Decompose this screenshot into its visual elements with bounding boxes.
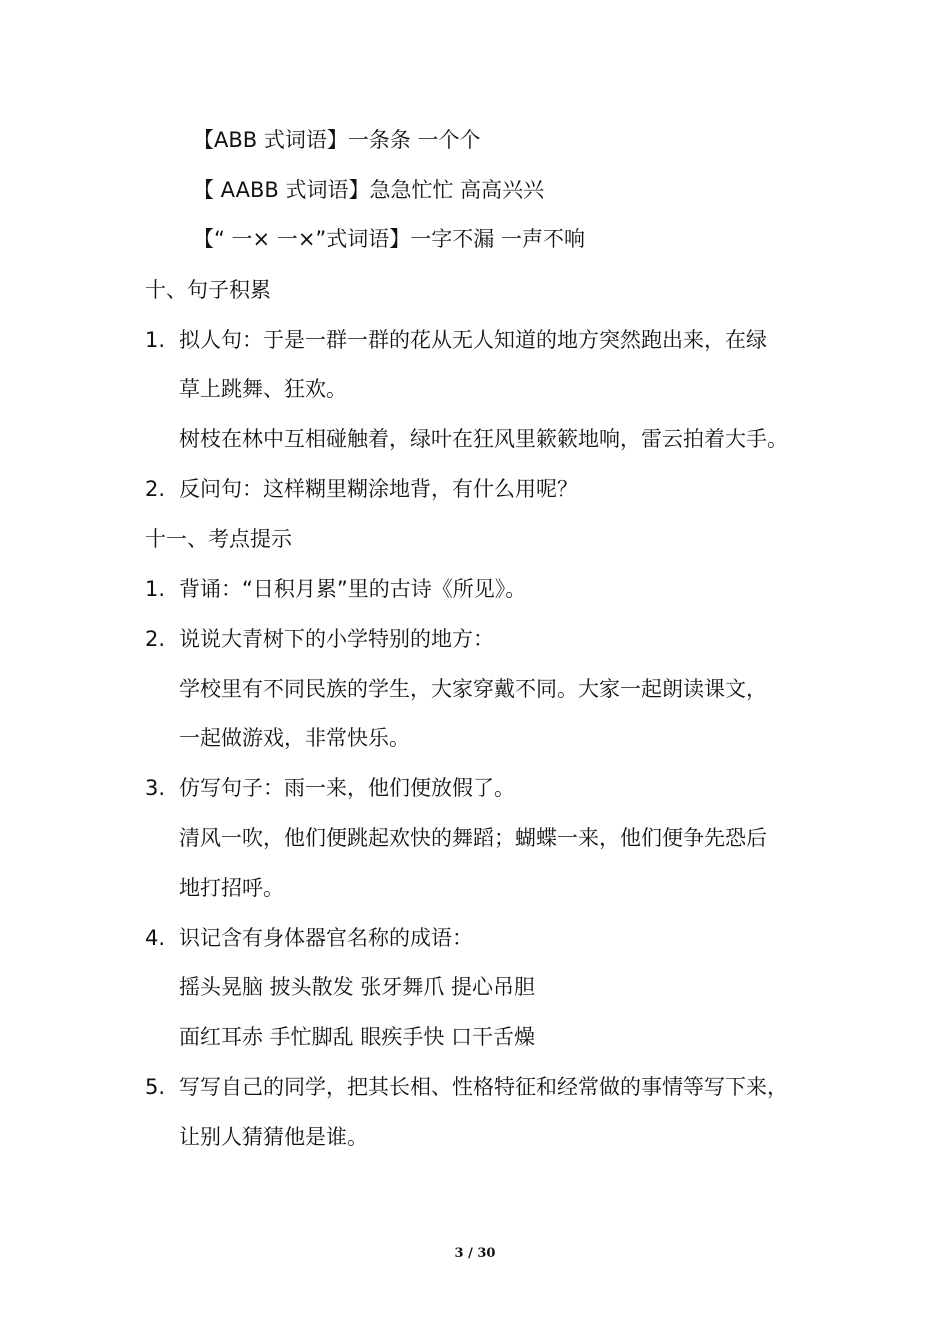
item-text: 仿写句子：雨一来，他们便放假了。 bbox=[179, 776, 515, 800]
item-answer: 清风一吹，他们便跳起欢快的舞蹈；蝴蝶一来，他们便争先恐后 bbox=[179, 826, 767, 850]
word-type-abb: 【ABB 式词语】一条条 一个个 bbox=[193, 128, 481, 152]
word-type-yi-x: 【“ 一× 一×”式词语】一字不漏 一声不响 bbox=[193, 227, 585, 251]
item-text: 拟人句：于是一群一群的花从无人知道的地方突然跑出来，在绿 bbox=[179, 328, 767, 352]
item-text: 写写自己的同学，把其长相、性格特征和经常做的事情等写下来， bbox=[179, 1075, 788, 1099]
list-item bbox=[145, 624, 494, 654]
item-example: 树枝在林中互相碰触着，绿叶在狂风里簌簌地响，雷云拍着大手。 bbox=[179, 427, 788, 451]
item-text: 反问句：这样糊里糊涂地背，有什么用呢？ bbox=[179, 477, 578, 501]
list-item bbox=[145, 574, 526, 604]
idiom-row: 面红耳赤 手忙脚乱 眼疾手快 口干舌燥 bbox=[179, 1025, 536, 1049]
item-number: 5. bbox=[145, 1075, 166, 1099]
item-answer-continued: 地打招呼。 bbox=[179, 876, 284, 900]
word-type-aabb: 【 AABB 式词语】急急忙忙 高高兴兴 bbox=[193, 178, 545, 202]
item-number: 1. bbox=[145, 577, 166, 601]
item-number: 2. bbox=[145, 477, 166, 501]
item-number: 4. bbox=[145, 926, 166, 950]
list-item bbox=[145, 923, 473, 953]
section-heading-exam-tips: 十一、考点提示 bbox=[145, 527, 292, 551]
item-text: 背诵：“日积月累”里的古诗《所见》。 bbox=[179, 577, 527, 601]
list-item bbox=[145, 1072, 788, 1102]
item-text-continued: 草上跳舞、狂欢。 bbox=[179, 377, 347, 401]
item-number: 3. bbox=[145, 776, 166, 800]
list-item bbox=[145, 325, 767, 355]
item-text: 识记含有身体器官名称的成语： bbox=[179, 926, 473, 950]
item-answer-continued: 一起做游戏，非常快乐。 bbox=[179, 726, 410, 750]
list-item bbox=[145, 474, 578, 504]
item-answer: 学校里有不同民族的学生，大家穿戴不同。大家一起朗读课文， bbox=[179, 677, 767, 701]
section-heading-sentences: 十、句子积累 bbox=[145, 278, 271, 302]
item-number: 1. bbox=[145, 328, 166, 352]
page-number: 3 / 30 bbox=[454, 1246, 496, 1261]
list-item bbox=[145, 773, 515, 803]
item-text: 说说大青树下的小学特别的地方： bbox=[179, 627, 494, 651]
item-text-continued: 让别人猜猜他是谁。 bbox=[179, 1125, 368, 1149]
item-number: 2. bbox=[145, 627, 166, 651]
idiom-row: 摇头晃脑 披头散发 张牙舞爪 提心吊胆 bbox=[179, 975, 536, 999]
